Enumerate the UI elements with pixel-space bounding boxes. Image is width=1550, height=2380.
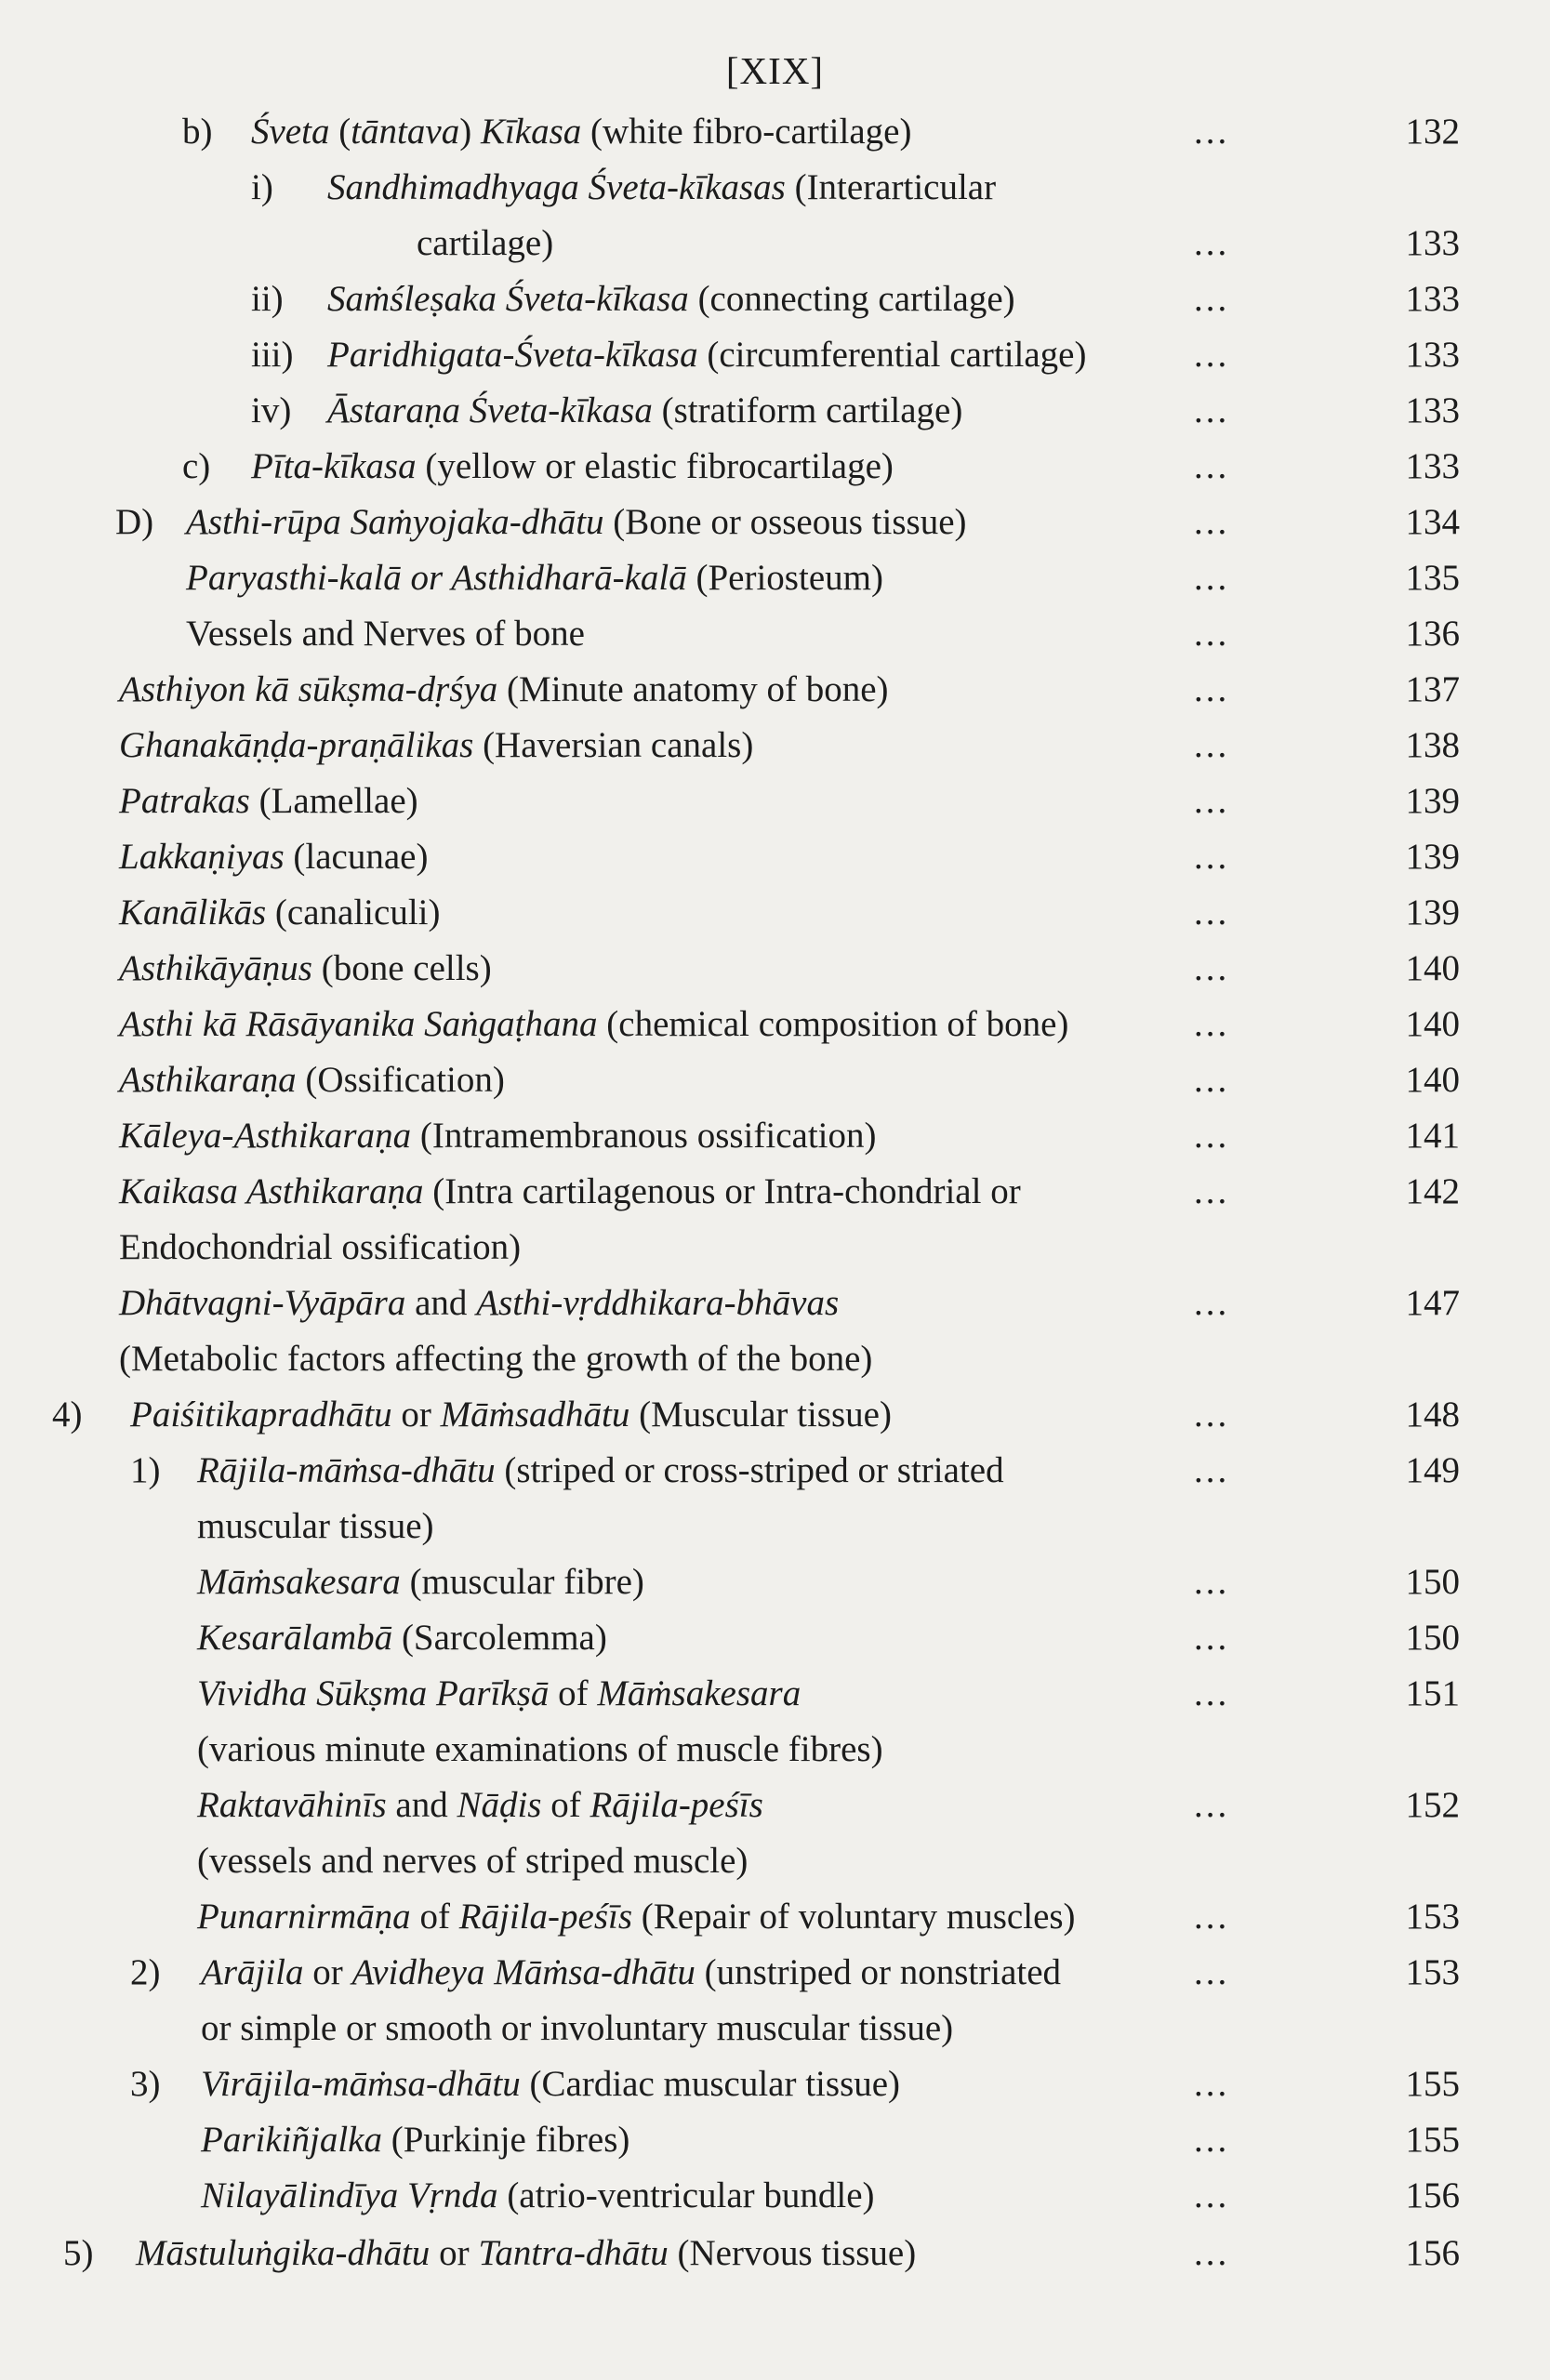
plain-text: (muscular fibre) bbox=[400, 1562, 644, 1602]
entry-number: 5) bbox=[63, 2233, 94, 2273]
page-number: 133 bbox=[1405, 335, 1460, 375]
toc-entry bbox=[0, 1724, 1550, 1776]
italic-term: Asthi-vṛddhikara-bhāvas bbox=[476, 1283, 840, 1323]
plain-text: or bbox=[430, 2233, 479, 2273]
entry-title bbox=[197, 1779, 763, 1831]
toc-entry bbox=[0, 1389, 1550, 1441]
italic-term: Avidheya Māṁsa-dhātu bbox=[351, 1952, 696, 1992]
italic-term: Patrakas bbox=[119, 781, 250, 821]
entry-title bbox=[119, 775, 418, 827]
entry-title bbox=[186, 608, 585, 660]
entry-title bbox=[197, 1891, 1076, 1943]
page-number: 138 bbox=[1405, 725, 1460, 765]
plain-text: (Muscular tissue) bbox=[629, 1395, 892, 1435]
plain-text: ( bbox=[329, 112, 351, 152]
toc-entry bbox=[0, 775, 1550, 827]
entry-number: 3) bbox=[130, 2064, 161, 2104]
plain-text: or bbox=[303, 1952, 352, 1992]
entry-title bbox=[197, 1724, 883, 1776]
plain-text: (unstriped or nonstriated bbox=[695, 1952, 1062, 1992]
entry-title bbox=[119, 1222, 521, 1274]
page-number: 140 bbox=[1405, 1060, 1460, 1100]
toc-entry bbox=[0, 329, 1550, 381]
plain-text: (circumferential cartilage) bbox=[697, 335, 1087, 375]
toc-entry bbox=[0, 1222, 1550, 1274]
leader-dots: ... bbox=[1194, 1450, 1230, 1490]
plain-text: (Sarcolemma) bbox=[392, 1618, 607, 1658]
italic-term: tāntava bbox=[351, 112, 460, 152]
italic-term: Rājila-peśīs bbox=[590, 1785, 763, 1825]
page-number: 155 bbox=[1405, 2064, 1460, 2104]
toc-entry bbox=[0, 608, 1550, 660]
plain-text: (canaliculi) bbox=[266, 892, 441, 932]
italic-term: Asthiyon kā sūkṣma-dṛśya bbox=[119, 669, 498, 709]
page-number: 136 bbox=[1405, 614, 1460, 654]
plain-text: (Repair of voluntary muscles) bbox=[632, 1897, 1076, 1937]
leader-dots: ... bbox=[1194, 1395, 1230, 1435]
italic-term: Punarnirmāṇa bbox=[197, 1897, 411, 1937]
leader-dots: ... bbox=[1194, 1673, 1230, 1713]
plain-text: (Cardiac muscular tissue) bbox=[520, 2064, 901, 2104]
leader-dots: ... bbox=[1194, 1060, 1230, 1100]
entry-title bbox=[197, 1556, 644, 1608]
italic-term: Rājila-peśīs bbox=[458, 1897, 633, 1937]
page-number: 133 bbox=[1405, 223, 1460, 263]
plain-text: of bbox=[541, 1785, 590, 1825]
plain-text: (stratiform cartilage) bbox=[652, 390, 963, 430]
entry-title bbox=[197, 1668, 801, 1720]
entry-title bbox=[197, 1612, 607, 1664]
leader-dots: ... bbox=[1194, 558, 1230, 598]
page-number: 140 bbox=[1405, 948, 1460, 988]
leader-dots: ... bbox=[1194, 390, 1230, 430]
italic-term: Āstaraṇa Śveta-kīkasa bbox=[327, 390, 653, 430]
italic-term: Asthikaraṇa bbox=[119, 1060, 297, 1100]
entry-title bbox=[119, 887, 440, 939]
plain-text: (bone cells) bbox=[311, 948, 492, 988]
italic-term: Kīkasa bbox=[480, 112, 582, 152]
toc-entry bbox=[0, 1612, 1550, 1664]
plain-text: (Intra cartilagenous or Intra-chondrial or bbox=[423, 1171, 1021, 1211]
plain-text: ) bbox=[459, 112, 481, 152]
toc-entry bbox=[0, 943, 1550, 995]
toc-entry bbox=[0, 887, 1550, 939]
toc-entry bbox=[0, 162, 1550, 214]
plain-text: (Lamellae) bbox=[249, 781, 418, 821]
italic-term: Pīta-kīkasa bbox=[251, 446, 417, 486]
italic-term: Śveta bbox=[251, 112, 330, 152]
entry-number: i) bbox=[251, 167, 273, 207]
plain-text: and bbox=[405, 1283, 477, 1323]
plain-text: (Ossification) bbox=[296, 1060, 505, 1100]
italic-term: Parikiñjalka bbox=[201, 2120, 382, 2160]
plain-text: (lacunae) bbox=[284, 837, 429, 877]
plain-text: (Minute anatomy of bone) bbox=[497, 669, 889, 709]
leader-dots: ... bbox=[1194, 1116, 1230, 1156]
toc-entry bbox=[0, 2170, 1550, 2222]
page-number: 152 bbox=[1405, 1785, 1460, 1825]
italic-term: Arājila bbox=[201, 1952, 304, 1992]
entry-title bbox=[251, 106, 911, 158]
italic-term: Paridhigata-Śveta-kīkasa bbox=[327, 335, 698, 375]
leader-dots: ... bbox=[1194, 223, 1230, 263]
plain-text: (Intramembranous ossification) bbox=[411, 1116, 877, 1156]
page-number: 134 bbox=[1405, 502, 1460, 542]
toc-entry bbox=[0, 1556, 1550, 1608]
toc-entry bbox=[0, 1779, 1550, 1831]
page-number: 148 bbox=[1405, 1395, 1460, 1435]
page-number: 137 bbox=[1405, 669, 1460, 709]
page-number: 156 bbox=[1405, 2233, 1460, 2273]
toc-entry bbox=[0, 2003, 1550, 2055]
italic-term: Nilayālindīya Vṛnda bbox=[201, 2175, 498, 2215]
toc-entry bbox=[0, 1501, 1550, 1553]
leader-dots: ... bbox=[1194, 112, 1230, 152]
italic-term: Māṁsakesara bbox=[597, 1673, 801, 1713]
plain-text: cartilage) bbox=[417, 223, 554, 263]
leader-dots: ... bbox=[1194, 614, 1230, 654]
entry-title bbox=[119, 943, 492, 995]
toc-entry bbox=[0, 1835, 1550, 1887]
toc-entry bbox=[0, 1668, 1550, 1720]
italic-term: Raktavāhinīs bbox=[197, 1785, 387, 1825]
toc-entry bbox=[0, 441, 1550, 493]
italic-term: Paiśitikapradhātu bbox=[130, 1395, 392, 1435]
leader-dots: ... bbox=[1194, 1004, 1230, 1044]
toc-entry bbox=[0, 218, 1550, 270]
leader-dots: ... bbox=[1194, 781, 1230, 821]
italic-term: Kāleya-Asthikaraṇa bbox=[119, 1116, 412, 1156]
page-number: 153 bbox=[1405, 1897, 1460, 1937]
toc-entry bbox=[0, 831, 1550, 883]
page-number: 139 bbox=[1405, 892, 1460, 932]
toc-entry bbox=[0, 1445, 1550, 1497]
entry-title bbox=[327, 385, 962, 437]
toc-entry bbox=[0, 2058, 1550, 2110]
entry-title bbox=[119, 1277, 839, 1329]
plain-text: (Haversian canals) bbox=[473, 725, 754, 765]
page-number: 153 bbox=[1405, 1952, 1460, 1992]
entry-title bbox=[119, 831, 428, 883]
leader-dots: ... bbox=[1194, 502, 1230, 542]
leader-dots: ... bbox=[1194, 1171, 1230, 1211]
leader-dots: ... bbox=[1194, 1897, 1230, 1937]
entry-title bbox=[327, 329, 1086, 381]
plain-text: (vessels and nerves of striped muscle) bbox=[197, 1841, 749, 1881]
plain-text: of bbox=[410, 1897, 459, 1937]
page-number: 149 bbox=[1405, 1450, 1460, 1490]
entry-title bbox=[136, 2228, 916, 2280]
italic-term: Saṁśleṣaka Śveta-kīkasa bbox=[327, 279, 689, 319]
entry-title bbox=[119, 1054, 505, 1106]
entry-number: c) bbox=[182, 446, 211, 486]
leader-dots: ... bbox=[1194, 1618, 1230, 1658]
entry-title bbox=[251, 441, 894, 493]
plain-text: (Metabolic factors affecting the growth of the bone) bbox=[119, 1339, 873, 1379]
italic-term: Asthi kā Rāsāyanika Saṅgaṭhana bbox=[119, 1004, 598, 1044]
plain-text: (yellow or elastic fibrocartilage) bbox=[416, 446, 894, 486]
page-number: 139 bbox=[1405, 781, 1460, 821]
toc-entry bbox=[0, 1891, 1550, 1943]
page-number: 151 bbox=[1405, 1673, 1460, 1713]
entry-title bbox=[197, 1835, 748, 1887]
italic-term: Dhātvagni-Vyāpāra bbox=[119, 1283, 406, 1323]
page-number: 139 bbox=[1405, 837, 1460, 877]
entry-title bbox=[186, 552, 883, 604]
page-number: 141 bbox=[1405, 1116, 1460, 1156]
italic-term: Kaikasa Asthikaraṇa bbox=[119, 1171, 424, 1211]
leader-dots: ... bbox=[1194, 335, 1230, 375]
page-number: 150 bbox=[1405, 1618, 1460, 1658]
entry-title bbox=[201, 2170, 875, 2222]
entry-title bbox=[201, 2058, 900, 2110]
italic-term: Asthi-rūpa Saṁyojaka-dhātu bbox=[186, 502, 604, 542]
leader-dots: ... bbox=[1194, 1952, 1230, 1992]
italic-term: Māṁsadhātu bbox=[440, 1395, 630, 1435]
leader-dots: ... bbox=[1194, 2175, 1230, 2215]
entry-title bbox=[201, 1947, 1061, 1999]
entry-title bbox=[197, 1501, 434, 1553]
page-header: [XIX] bbox=[725, 49, 825, 92]
page-number: 155 bbox=[1405, 2120, 1460, 2160]
italic-term: Paryasthi-kalā or Asthidharā-kalā bbox=[186, 558, 687, 598]
entry-number: iv) bbox=[251, 390, 292, 430]
page-number: 150 bbox=[1405, 1562, 1460, 1602]
entry-title bbox=[417, 218, 553, 270]
italic-term: Lakkaṇiyas bbox=[119, 837, 285, 877]
leader-dots: ... bbox=[1194, 2120, 1230, 2160]
italic-term: Rājila-māṁsa-dhātu bbox=[197, 1450, 496, 1490]
leader-dots: ... bbox=[1194, 1562, 1230, 1602]
entry-title bbox=[119, 720, 753, 772]
plain-text: (Periosteum) bbox=[686, 558, 883, 598]
entry-title bbox=[186, 496, 967, 549]
toc-entry bbox=[0, 106, 1550, 158]
page-number: 133 bbox=[1405, 390, 1460, 430]
entry-title bbox=[201, 2003, 953, 2055]
italic-term: Virājila-māṁsa-dhātu bbox=[201, 2064, 521, 2104]
toc-entry bbox=[0, 720, 1550, 772]
page-number: 133 bbox=[1405, 279, 1460, 319]
plain-text: (connecting cartilage) bbox=[688, 279, 1015, 319]
plain-text: (Purkinje fibres) bbox=[381, 2120, 630, 2160]
toc-entry bbox=[0, 496, 1550, 549]
toc-entry bbox=[0, 2114, 1550, 2166]
toc-entry bbox=[0, 1054, 1550, 1106]
toc-entry bbox=[0, 998, 1550, 1051]
leader-dots: ... bbox=[1194, 1785, 1230, 1825]
entry-number: ii) bbox=[251, 279, 284, 319]
plain-text: (various minute examinations of muscle fibres) bbox=[197, 1729, 883, 1769]
italic-term: Sandhimadhyaga Śveta-kīkasas bbox=[327, 167, 786, 207]
italic-term: Tantra-dhātu bbox=[478, 2233, 669, 2273]
plain-text: and bbox=[386, 1785, 457, 1825]
leader-dots: ... bbox=[1194, 446, 1230, 486]
plain-text: of bbox=[549, 1673, 598, 1713]
toc-entry bbox=[0, 1166, 1550, 1218]
leader-dots: ... bbox=[1194, 2064, 1230, 2104]
toc-entry bbox=[0, 1333, 1550, 1385]
italic-term: Asthikāyāṇus bbox=[119, 948, 312, 988]
entry-number: 2) bbox=[130, 1952, 161, 1992]
entry-number: b) bbox=[182, 112, 213, 152]
plain-text: (chemical composition of bone) bbox=[597, 1004, 1069, 1044]
entry-title bbox=[119, 1110, 876, 1162]
leader-dots: ... bbox=[1194, 948, 1230, 988]
entry-number: iii) bbox=[251, 335, 294, 375]
leader-dots: ... bbox=[1194, 2233, 1230, 2273]
plain-text: or bbox=[391, 1395, 441, 1435]
italic-term: Kanālikās bbox=[119, 892, 267, 932]
toc-entry bbox=[0, 664, 1550, 716]
page-number: 132 bbox=[1405, 112, 1460, 152]
plain-text: Vessels and Nerves of bone bbox=[186, 614, 585, 654]
plain-text: (Interarticular bbox=[785, 167, 997, 207]
toc-entry bbox=[0, 2228, 1550, 2280]
page-number: 140 bbox=[1405, 1004, 1460, 1044]
leader-dots: ... bbox=[1194, 892, 1230, 932]
italic-term: Nāḍis bbox=[457, 1785, 542, 1825]
plain-text: muscular tissue) bbox=[197, 1506, 434, 1546]
entry-title bbox=[327, 273, 1015, 325]
leader-dots: ... bbox=[1194, 1283, 1230, 1323]
entry-title bbox=[119, 1166, 1021, 1218]
entry-number: 4) bbox=[52, 1395, 83, 1435]
page-number: 135 bbox=[1405, 558, 1460, 598]
page-number: 147 bbox=[1405, 1283, 1460, 1323]
page-number: 156 bbox=[1405, 2175, 1460, 2215]
leader-dots: ... bbox=[1194, 837, 1230, 877]
entry-title bbox=[130, 1389, 892, 1441]
plain-text: or simple or smooth or involuntary muscular tissue) bbox=[201, 2008, 954, 2048]
entry-title bbox=[119, 664, 889, 716]
entry-title bbox=[197, 1445, 1004, 1497]
plain-text: (atrio-ventricular bundle) bbox=[497, 2175, 875, 2215]
plain-text: (Bone or osseous tissue) bbox=[603, 502, 967, 542]
toc-entry bbox=[0, 385, 1550, 437]
leader-dots: ... bbox=[1194, 279, 1230, 319]
entry-title bbox=[119, 1333, 872, 1385]
entry-title bbox=[327, 162, 996, 214]
leader-dots: ... bbox=[1194, 669, 1230, 709]
page-number: 142 bbox=[1405, 1171, 1460, 1211]
entry-title bbox=[119, 998, 1068, 1051]
toc-entry bbox=[0, 552, 1550, 604]
toc-entry bbox=[0, 273, 1550, 325]
plain-text: (striped or cross-striped or striated bbox=[495, 1450, 1004, 1490]
plain-text: (white fibro-cartilage) bbox=[581, 112, 912, 152]
entry-number: 1) bbox=[130, 1450, 161, 1490]
leader-dots: ... bbox=[1194, 725, 1230, 765]
plain-text: Endochondrial ossification) bbox=[119, 1227, 522, 1267]
plain-text: (Nervous tissue) bbox=[668, 2233, 917, 2273]
italic-term: Vividha Sūkṣma Parīkṣā bbox=[197, 1673, 550, 1713]
entry-title bbox=[201, 2114, 629, 2166]
toc-entry bbox=[0, 1947, 1550, 1999]
toc-entry bbox=[0, 1277, 1550, 1329]
page-number: 133 bbox=[1405, 446, 1460, 486]
italic-term: Māstuluṅgika-dhātu bbox=[136, 2233, 431, 2273]
italic-term: Māṁsakesara bbox=[197, 1562, 401, 1602]
entry-number: D) bbox=[115, 502, 154, 542]
italic-term: Kesarālambā bbox=[197, 1618, 393, 1658]
italic-term: Ghanakāṇḍa-praṇālikas bbox=[119, 725, 474, 765]
toc-entry bbox=[0, 1110, 1550, 1162]
